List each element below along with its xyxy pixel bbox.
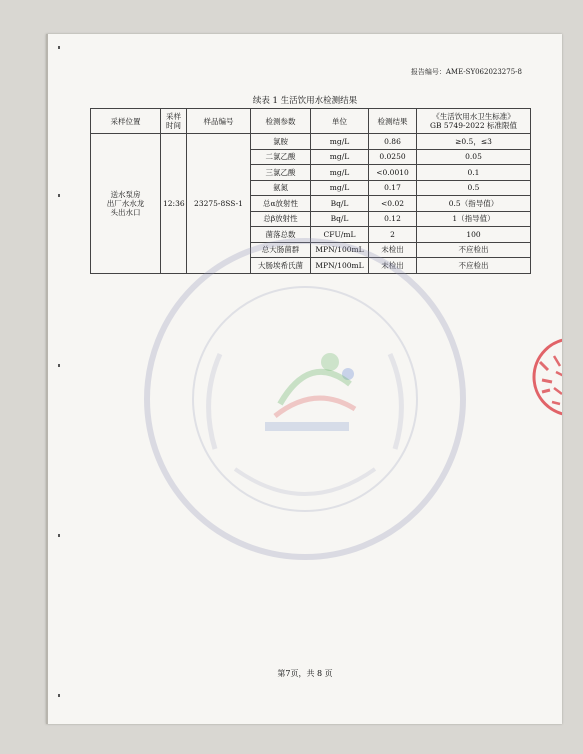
header-time-line2: 时间 (166, 121, 181, 130)
result-cell: 0.17 (369, 180, 417, 196)
unit-cell: MPN/100mL (311, 242, 369, 258)
limit-cell: 0.5 (417, 180, 531, 196)
limit-cell: 0.1 (417, 165, 531, 181)
binding-mark (58, 364, 60, 367)
results-table (90, 108, 531, 274)
parameter-cell: 氯胺 (251, 134, 311, 150)
result-cell: 2 (369, 227, 417, 243)
limit-cell: 不应检出 (417, 258, 531, 274)
binding-mark (58, 694, 60, 697)
header-location: 采样位置 (91, 109, 161, 134)
limit-cell: 0.5（指导值） (417, 196, 531, 212)
watermark-seal (140, 234, 470, 564)
header-sample-id: 样品编号 (187, 109, 251, 134)
result-cell: 0.12 (369, 211, 417, 227)
header-standard-line2: GB 5749-2022 标准限值 (430, 121, 517, 130)
sampling-time-cell: 12:36 (161, 134, 187, 274)
parameter-cell: 总β放射性 (251, 211, 311, 227)
unit-cell: mg/L (311, 180, 369, 196)
table-title: 续表 1 生活饮用水检测结果 (252, 96, 358, 106)
unit-cell: CFU/mL (311, 227, 369, 243)
limit-cell: 0.05 (417, 149, 531, 165)
result-cell: 0.0250 (369, 149, 417, 165)
result-cell: <0.02 (369, 196, 417, 212)
header-time-line1: 采样 (166, 112, 181, 121)
header-time (161, 109, 187, 134)
header-standard-line1: 《生活饮用水卫生标准》 (432, 112, 515, 121)
table-header-row (91, 109, 531, 134)
location-line: 送水泵房 (110, 189, 141, 199)
page-indicator: 第7页，共 8 页 (277, 669, 333, 678)
unit-cell: Bq/L (311, 211, 369, 227)
sampling-location-cell (91, 134, 161, 274)
unit-cell: mg/L (311, 134, 369, 150)
parameter-cell: 三氯乙酸 (251, 165, 311, 181)
location-line: 出厂水水龙 (106, 198, 145, 208)
unit-cell: Bq/L (311, 196, 369, 212)
report-number: 报告编号：AME-SY062023275-8 (410, 68, 522, 76)
header-standard (417, 109, 531, 134)
limit-cell: 不应检出 (417, 242, 531, 258)
result-cell: 0.86 (369, 134, 417, 150)
parameter-cell: 氨氮 (251, 180, 311, 196)
parameter-cell: 大肠埃希氏菌 (251, 258, 311, 274)
unit-cell: MPN/100mL (311, 258, 369, 274)
parameter-cell: 二氯乙酸 (251, 149, 311, 165)
limit-cell: 100 (417, 227, 531, 243)
result-cell: <0.0010 (369, 165, 417, 181)
unit-cell: mg/L (311, 165, 369, 181)
document-page (46, 34, 562, 724)
limit-cell: 1（指导值） (417, 211, 531, 227)
binding-mark (58, 46, 60, 49)
table-row (91, 134, 531, 150)
unit-cell: mg/L (311, 149, 369, 165)
binding-mark (58, 194, 60, 197)
parameter-cell: 菌落总数 (251, 227, 311, 243)
parameter-cell: 总大肠菌群 (251, 242, 311, 258)
header-result: 检测结果 (369, 109, 417, 134)
parameter-cell: 总α放射性 (251, 196, 311, 212)
limit-cell: ≥0.5，≤3 (417, 134, 531, 150)
result-cell: 未检出 (369, 242, 417, 258)
location-line: 头出水口 (110, 207, 141, 217)
result-cell: 未检出 (369, 258, 417, 274)
header-unit: 单位 (311, 109, 369, 134)
header-parameter: 检测参数 (251, 109, 311, 134)
sample-id-cell: 23275-8SS-1 (187, 134, 251, 274)
binding-mark (58, 534, 60, 537)
official-stamp (530, 332, 562, 422)
